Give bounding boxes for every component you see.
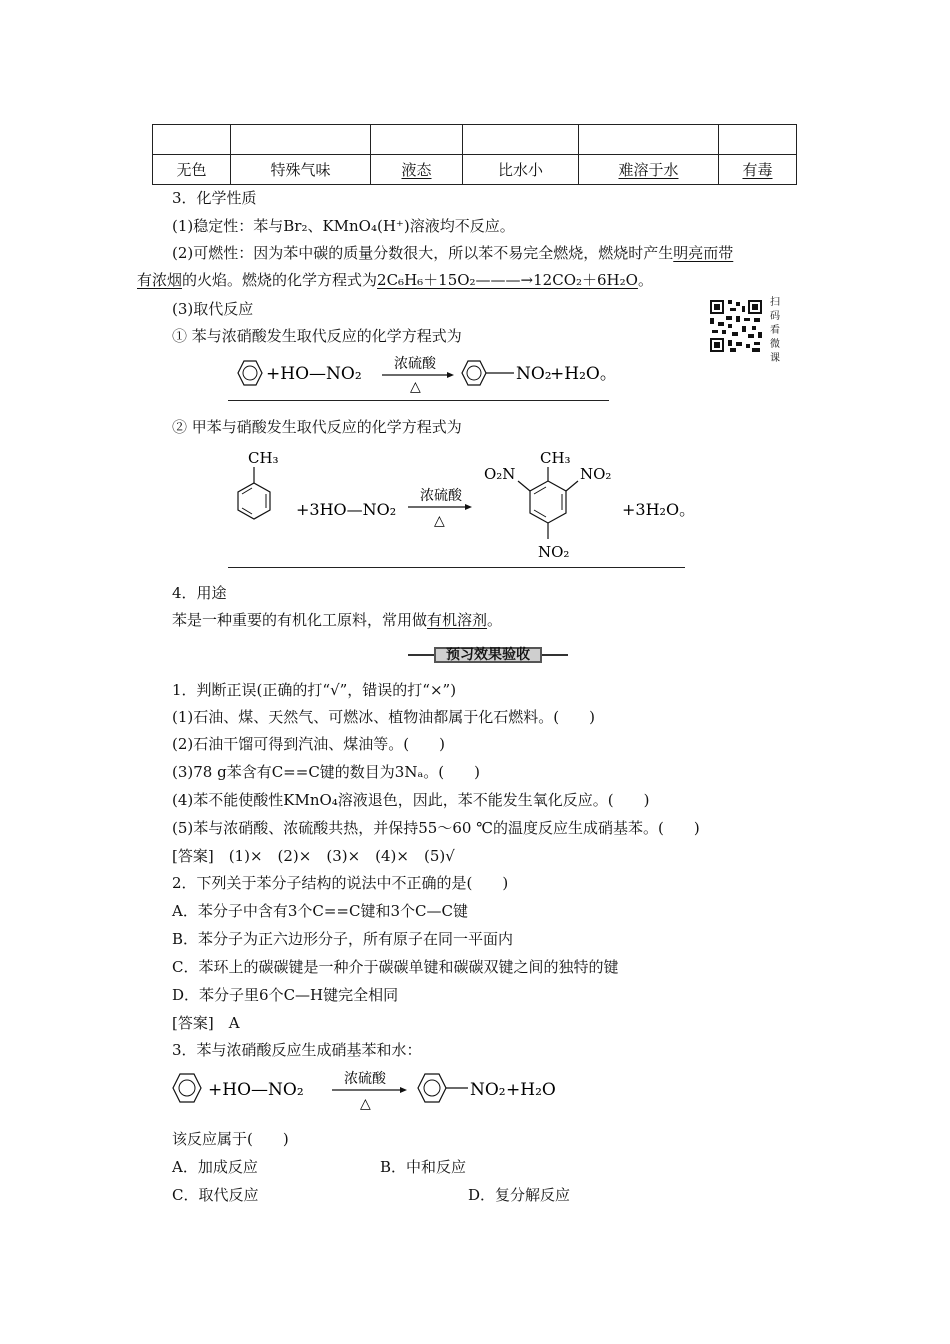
eq2-reagent: +3HO—NO₂ bbox=[296, 500, 397, 519]
question-3-option: B．中和反应 bbox=[380, 1158, 467, 1176]
question-2-option: A．苯分子中含有3个C==C键和3个C—C键 bbox=[172, 902, 468, 920]
q3-reagent: +HO—NO₂ bbox=[208, 1080, 304, 1100]
question-3-option: A．加成反应 bbox=[172, 1158, 258, 1176]
table-cell: 有毒 bbox=[719, 155, 797, 185]
question-3-stem: 3．苯与浓硝酸反应生成硝基苯和水： bbox=[172, 1041, 422, 1059]
equation-underline bbox=[228, 567, 685, 568]
question-2-option: D．苯分子里6个C—H键完全相同 bbox=[172, 986, 399, 1004]
combustion-line-1 bbox=[172, 242, 733, 263]
combustion-text: (2)可燃性：因为苯中碳的质量分数很大，所以苯不易完全燃烧，燃烧时产生 bbox=[172, 244, 674, 262]
use-text bbox=[172, 609, 502, 630]
question-1-item: (3)78 g苯含有C==C键的数目为3Nₐ。( ) bbox=[172, 763, 480, 781]
question-1-item: (5)苯与浓硝酸、浓硫酸共热，并保持55～60 ℃的温度反应生成硝基苯。( ) bbox=[172, 819, 700, 837]
eq1-heat: △ bbox=[410, 379, 421, 395]
eq1-nitro: NO₂ bbox=[516, 364, 552, 384]
combustion-blank-1: 明亮而带 bbox=[673, 244, 734, 262]
table-cell: 比水小 bbox=[463, 155, 579, 185]
qr-caption: 扫码看微课 bbox=[770, 297, 780, 364]
table-cell bbox=[153, 125, 231, 155]
period: 。 bbox=[637, 271, 653, 289]
combustion-line-2 bbox=[137, 269, 653, 290]
table-cell: 特殊气味 bbox=[231, 155, 371, 185]
eq1-catalyst: 浓硫酸 bbox=[394, 356, 436, 372]
table-cell bbox=[371, 125, 463, 155]
eq2-right-nitro: NO₂ bbox=[580, 465, 612, 483]
table-cell bbox=[579, 125, 719, 155]
toluene-ring-icon bbox=[238, 483, 270, 519]
substitution-item-2: ② 甲苯与硝酸发生取代反应的化学方程式为 bbox=[172, 418, 462, 436]
question-1-stem: 1．判断正误(正确的打“√”，错误的打“×”) bbox=[172, 681, 457, 699]
trinitrotoluene-ring-icon bbox=[530, 481, 566, 523]
question-3-option: C．取代反应 bbox=[172, 1186, 259, 1204]
table-cell: 无色 bbox=[153, 155, 231, 185]
question-2-option: C．苯环上的碳碳键是一种介于碳碳单键和碳碳双键之间的独特的键 bbox=[172, 958, 619, 976]
benzene-ring-icon bbox=[462, 361, 486, 385]
combustion-blank-2: 有浓烟 bbox=[137, 271, 183, 289]
question-1-item: (2)石油干馏可得到汽油、煤油等。( ) bbox=[172, 735, 445, 753]
q3-rest: +H₂O bbox=[506, 1080, 556, 1100]
q3-catalyst: 浓硫酸 bbox=[344, 1071, 386, 1087]
question-3-prompt: 该反应属于( ) bbox=[172, 1130, 289, 1148]
use-heading: 4．用途 bbox=[172, 584, 227, 602]
eq2-catalyst: 浓硫酸 bbox=[420, 488, 462, 504]
question-2-option: B．苯分子为正六边形分子，所有原子在同一平面内 bbox=[172, 930, 514, 948]
eq2-bottom-nitro: NO₂ bbox=[538, 543, 570, 561]
equation-underline bbox=[228, 400, 609, 401]
eq1-rest: +H₂O。 bbox=[550, 364, 617, 384]
use-text-body: 苯是一种重要的有机化工原料，常用做 bbox=[172, 611, 428, 629]
qr-code-icon[interactable] bbox=[708, 298, 764, 354]
table-cell bbox=[231, 125, 371, 155]
question-1-answer: [答案] (1)× (2)× (3)× (4)× (5)√ bbox=[172, 847, 455, 865]
benzene-ring-icon bbox=[238, 361, 262, 385]
question-3-option: D．复分解反应 bbox=[468, 1186, 571, 1204]
table-row bbox=[153, 125, 797, 155]
section-banner bbox=[408, 645, 568, 665]
q3-nitro: NO₂ bbox=[470, 1080, 506, 1100]
question-2-answer: [答案] A bbox=[172, 1014, 240, 1032]
table-cell bbox=[719, 125, 797, 155]
benzene-ring-icon bbox=[173, 1074, 201, 1102]
properties-table bbox=[152, 124, 797, 185]
question-2-stem: 2．下列关于苯分子结构的说法中不正确的是( ) bbox=[172, 874, 509, 892]
table-cell: 难溶于水 bbox=[579, 155, 719, 185]
combustion-equation: 2C₆H₆＋15O₂———→12CO₂＋6H₂O bbox=[377, 271, 638, 289]
substitution-item-1: ① 苯与浓硝酸发生取代反应的化学方程式为 bbox=[172, 327, 462, 345]
eq2-heat: △ bbox=[434, 513, 445, 529]
table-row bbox=[153, 155, 797, 185]
question-3-equation bbox=[168, 1066, 588, 1116]
eq2-top-methyl: CH₃ bbox=[540, 449, 571, 467]
substitution-heading: (3)取代反应 bbox=[172, 300, 254, 318]
equation-toluene-nitration bbox=[230, 445, 710, 567]
question-1-item: (4)苯不能使酸性KMnO₄溶液退色，因此，苯不能发生氧化反应。( ) bbox=[172, 791, 650, 809]
eq2-rest: +3H₂O。 bbox=[622, 500, 696, 519]
banner-title: 预习效果验收 bbox=[446, 647, 530, 663]
section-heading: 3．化学性质 bbox=[172, 189, 257, 207]
equation-benzene-nitration bbox=[232, 355, 622, 400]
benzene-ring-icon bbox=[418, 1074, 446, 1102]
stability-text: (1)稳定性：苯与Br₂、KMnO₄(H⁺)溶液均不反应。 bbox=[172, 217, 515, 235]
table-cell: 液态 bbox=[371, 155, 463, 185]
use-blank: 有机溶剂 bbox=[427, 611, 488, 629]
q3-heat: △ bbox=[360, 1096, 371, 1112]
methyl-label: CH₃ bbox=[248, 449, 279, 467]
period: 。 bbox=[487, 611, 503, 629]
question-1-item: (1)石油、煤、天然气、可燃冰、植物油都属于化石燃料。( ) bbox=[172, 708, 595, 726]
table-cell bbox=[463, 125, 579, 155]
combustion-text-2: 的火焰。燃烧的化学方程式为 bbox=[182, 271, 378, 289]
eq1-reagent: +HO—NO₂ bbox=[266, 364, 362, 384]
eq2-left-nitro: O₂N bbox=[484, 465, 516, 483]
